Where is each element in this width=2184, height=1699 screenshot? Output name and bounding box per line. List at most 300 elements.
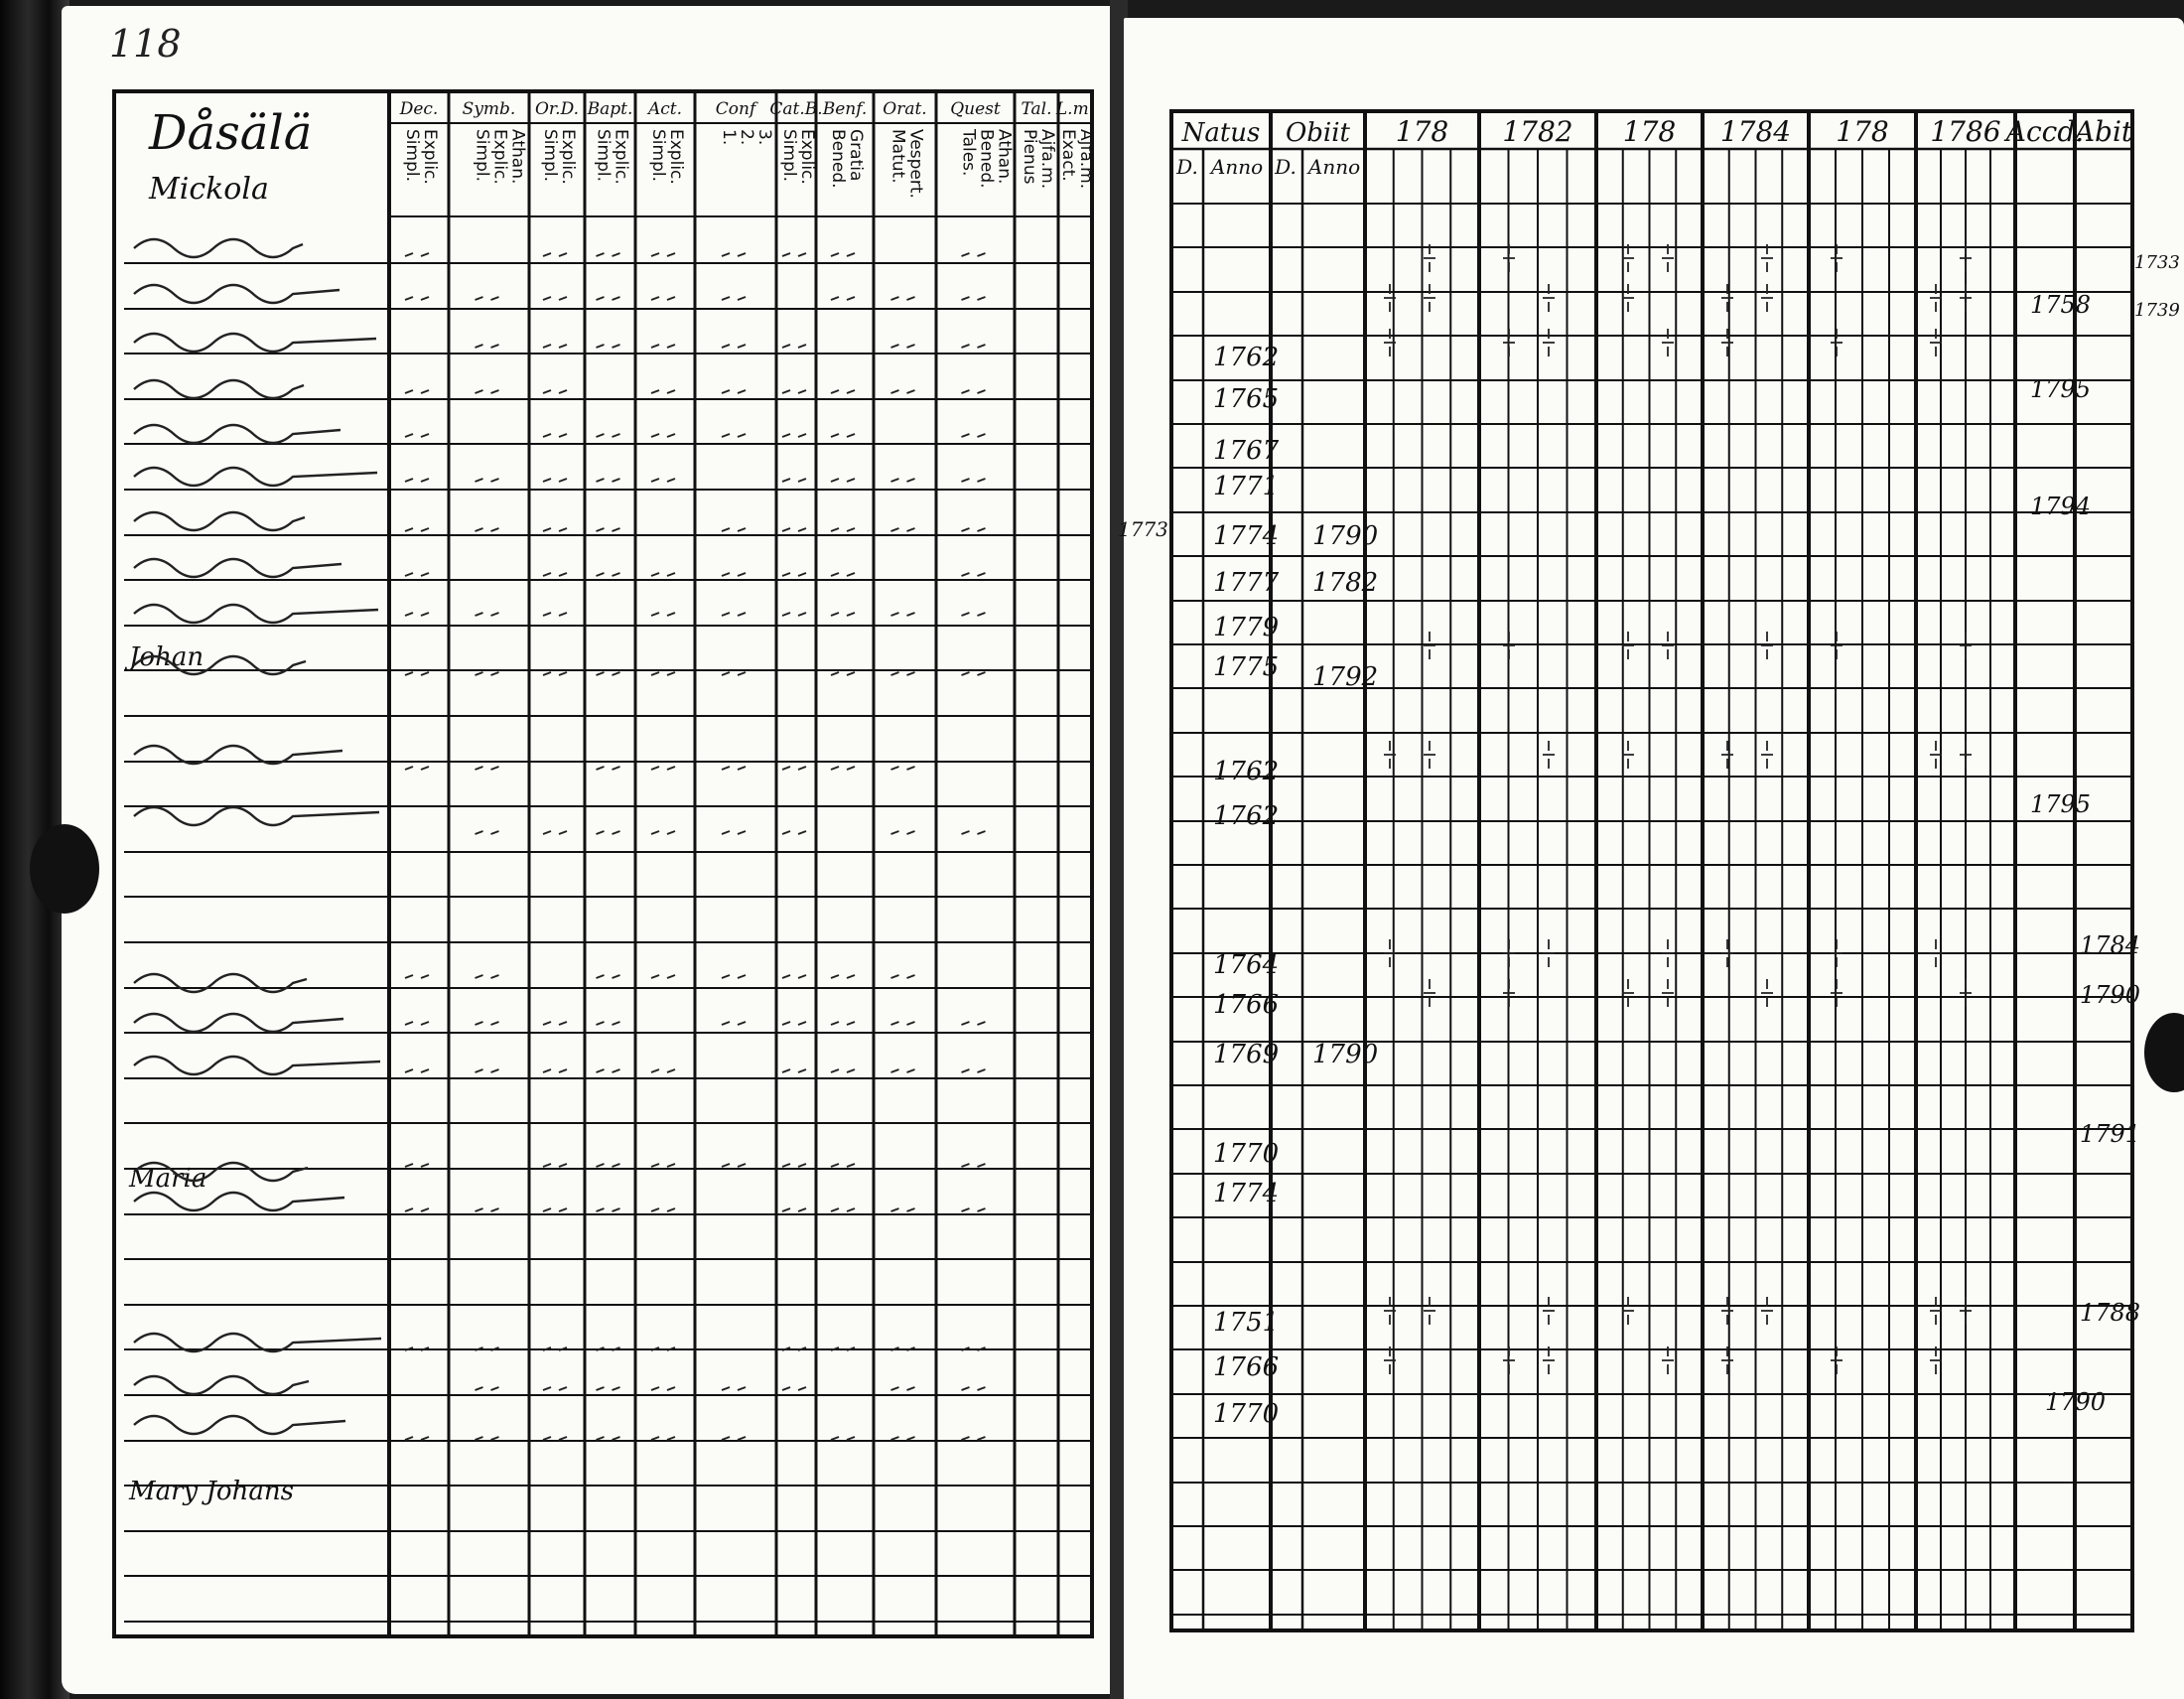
birth-year: 1771 [1213, 472, 1280, 501]
register-mark [651, 390, 675, 393]
register-mark [543, 672, 567, 675]
register-fraction [1761, 244, 1773, 272]
register-mark [891, 479, 915, 482]
left-column-subheader: Simpl. [472, 129, 492, 182]
handwritten-name [134, 239, 303, 257]
left-column-subheader: Pienus [1020, 129, 1039, 185]
register-mark [405, 672, 429, 675]
register-fraction [1503, 244, 1515, 272]
birth-year: 1774 [1213, 521, 1280, 551]
register-mark [476, 1387, 499, 1390]
margin-year: 1733 [2134, 252, 2180, 273]
margin-year: 1773 [1118, 517, 1168, 541]
register-fraction [1721, 1346, 1733, 1374]
register-mark [543, 345, 567, 348]
birth-year: 1767 [1213, 436, 1280, 466]
left-column-header: Benf. [822, 99, 868, 119]
resident-name: Johan [129, 642, 205, 672]
register-mark [782, 345, 806, 348]
register-mark [722, 1387, 746, 1390]
register-fraction [1503, 329, 1515, 356]
register-mark [651, 613, 675, 616]
left-column-subheader: Explic. [420, 129, 440, 185]
register-mark [782, 1208, 806, 1211]
left-column-subheader: Simpl. [593, 129, 614, 182]
register-mark [476, 672, 499, 675]
register-mark [476, 975, 499, 978]
left-column-subheader: Simpl. [402, 129, 422, 182]
handwritten-name [134, 1014, 343, 1032]
register-mark [597, 1208, 620, 1211]
register-mark [651, 1069, 675, 1072]
register-mark [597, 1022, 620, 1025]
register-mark [831, 1437, 855, 1440]
birth-year: 1766 [1213, 1352, 1280, 1382]
left-column-subheader: 1. [719, 129, 739, 146]
arrival-year: 1790 [2080, 981, 2141, 1009]
arrival-year: 1795 [2030, 375, 2092, 403]
left-column-subheader: Vespert. [905, 129, 926, 199]
resident-name: Mary Johans [129, 1477, 294, 1506]
register-fraction [1622, 741, 1634, 769]
register-mark [782, 1387, 806, 1390]
register-mark [962, 613, 986, 616]
handwritten-name [134, 380, 304, 398]
register-mark [831, 573, 855, 576]
handwritten-name [134, 334, 376, 352]
register-mark [962, 345, 986, 348]
right-table-frame [1171, 111, 2132, 1630]
left-column-header: Cat.B. [769, 99, 823, 119]
left-column-subheader: Simpl. [540, 129, 560, 182]
handwritten-name [134, 1057, 380, 1074]
handwritten-name [134, 974, 307, 992]
register-mark [651, 831, 675, 834]
register-mark [543, 297, 567, 300]
register-mark [962, 573, 986, 576]
left-column-subheader: Simpl. [648, 129, 668, 182]
register-mark [722, 672, 746, 675]
left-table-frame [114, 91, 1095, 1636]
register-mark [476, 479, 499, 482]
arrival-year: 1784 [2080, 931, 2141, 959]
register-mark [722, 573, 746, 576]
register-mark [651, 975, 675, 978]
right-column-header: 1782 [1502, 115, 1573, 148]
register-mark [782, 831, 806, 834]
register-mark [891, 1022, 915, 1025]
register-mark [543, 1437, 567, 1440]
left-column-subheader: Exact. [1058, 129, 1078, 182]
handwritten-name [134, 807, 379, 825]
register-mark [891, 345, 915, 348]
register-mark [722, 1164, 746, 1167]
register-fraction [1662, 1346, 1674, 1374]
left-column-subheader: Ajfa.m. [1037, 129, 1057, 190]
register-fraction [1424, 632, 1435, 659]
register-mark [476, 528, 499, 531]
register-fraction [1960, 244, 1972, 272]
register-mark [651, 345, 675, 348]
register-mark [891, 1069, 915, 1072]
register-fraction [1503, 939, 1515, 967]
register-mark [651, 767, 675, 770]
register-fraction [1543, 741, 1555, 769]
register-mark [782, 1164, 806, 1167]
left-column-subheader: Bened. [828, 129, 848, 189]
left-column-subheader: Explic. [797, 129, 817, 185]
register-fraction [1503, 632, 1515, 659]
register-mark [962, 1387, 986, 1390]
register-mark [651, 1164, 675, 1167]
register-mark [597, 1387, 620, 1390]
right-column-header: 178 [1622, 115, 1677, 148]
register-mark [962, 831, 986, 834]
death-year: 1782 [1312, 568, 1379, 598]
birth-year: 1779 [1213, 613, 1280, 642]
register-mark [651, 434, 675, 437]
arrival-year: 1795 [2030, 790, 2092, 818]
right-column-header: 1786 [1930, 115, 2001, 148]
register-fraction [1831, 244, 1843, 272]
register-mark [476, 1208, 499, 1211]
register-fraction [1761, 632, 1773, 659]
register-mark [597, 253, 620, 256]
register-fraction [1424, 1297, 1435, 1325]
left-column-subheader: Bened. [976, 129, 997, 189]
register-mark [543, 479, 567, 482]
left-column-header: Quest [950, 99, 1001, 119]
handwritten-name [134, 605, 378, 623]
register-mark [831, 434, 855, 437]
birth-year: 1774 [1213, 1179, 1280, 1208]
register-mark [405, 1164, 429, 1167]
right-column-header: 1784 [1719, 115, 1792, 148]
register-mark [831, 613, 855, 616]
register-mark [543, 434, 567, 437]
register-fraction [1721, 1297, 1733, 1325]
register-mark [891, 767, 915, 770]
register-mark [476, 1069, 499, 1072]
register-mark [891, 528, 915, 531]
register-mark [476, 831, 499, 834]
register-mark [782, 613, 806, 616]
left-column-subheader: Tales. [958, 129, 979, 177]
register-fraction [1721, 284, 1733, 312]
register-mark [405, 390, 429, 393]
register-mark [722, 767, 746, 770]
register-fraction [1662, 979, 1674, 1007]
death-year: 1790 [1312, 521, 1379, 551]
right-column-header: Abit [2074, 115, 2133, 148]
register-fraction [1721, 741, 1733, 769]
death-year: 1790 [1312, 1040, 1379, 1069]
birth-year: 1765 [1213, 384, 1280, 414]
register-mark [597, 573, 620, 576]
left-column-subheader: Explic. [666, 129, 686, 185]
register-mark [405, 1069, 429, 1072]
register-mark [722, 613, 746, 616]
left-column-subheader: Gratia [846, 129, 866, 182]
register-mark [962, 434, 986, 437]
register-mark [405, 975, 429, 978]
register-mark [543, 528, 567, 531]
handwritten-name [134, 559, 341, 577]
register-mark [597, 528, 620, 531]
left-column-subheader: Matut. [887, 129, 908, 184]
register-fraction [1622, 284, 1634, 312]
birth-year: 1770 [1213, 1399, 1280, 1429]
register-fraction [1424, 979, 1435, 1007]
register-fraction [1622, 632, 1634, 659]
register-mark [476, 613, 499, 616]
register-mark [722, 390, 746, 393]
register-mark [831, 1022, 855, 1025]
register-fraction [1831, 1346, 1843, 1374]
register-mark [891, 1387, 915, 1390]
left-column-subheader: Athan. [507, 129, 528, 185]
birth-year: 1775 [1213, 652, 1280, 682]
register-fraction [1721, 939, 1733, 967]
register-mark [891, 297, 915, 300]
register-mark [962, 528, 986, 531]
register-mark [543, 1022, 567, 1025]
register-mark [543, 1387, 567, 1390]
left-column-subheader: Explic. [489, 129, 510, 185]
register-mark [405, 297, 429, 300]
register-mark [597, 831, 620, 834]
register-mark [405, 434, 429, 437]
birth-year: 1762 [1213, 343, 1280, 372]
resident-name: Maria [129, 1164, 207, 1194]
register-mark [782, 528, 806, 531]
register-fraction [1622, 1297, 1634, 1325]
register-mark [476, 390, 499, 393]
register-fraction [1960, 632, 1972, 659]
register-mark [782, 390, 806, 393]
left-column-header: Orat. [883, 99, 927, 119]
register-mark [962, 297, 986, 300]
register-mark [405, 1437, 429, 1440]
arrival-year: 1788 [2080, 1299, 2141, 1327]
register-mark [476, 767, 499, 770]
arrival-year: 1758 [2030, 291, 2092, 319]
register-fraction [1960, 741, 1972, 769]
register-fraction [1831, 632, 1843, 659]
register-mark [543, 1164, 567, 1167]
register-mark [831, 297, 855, 300]
register-mark [831, 479, 855, 482]
register-mark [831, 390, 855, 393]
register-mark [891, 1437, 915, 1440]
right-column-header: 178 [1836, 115, 1889, 148]
register-mark [891, 975, 915, 978]
register-mark [597, 434, 620, 437]
left-column-header: Symb. [462, 99, 516, 119]
birth-year: 1764 [1213, 950, 1280, 980]
register-fraction [1831, 979, 1843, 1007]
register-mark [782, 573, 806, 576]
register-mark [831, 672, 855, 675]
right-column-header: 178 [1395, 115, 1449, 148]
register-mark [962, 672, 986, 675]
register-mark [722, 975, 746, 978]
left-column-subheader: Explic. [558, 129, 578, 185]
register-mark [543, 831, 567, 834]
register-mark [651, 672, 675, 675]
register-mark [405, 613, 429, 616]
left-column-subheader: Simpl. [779, 129, 799, 182]
register-mark [831, 253, 855, 256]
register-mark [405, 528, 429, 531]
left-column-subheader: Ajfa.m. [1076, 129, 1096, 190]
register-mark [651, 1437, 675, 1440]
register-mark [405, 767, 429, 770]
left-column-header: Act. [647, 99, 683, 119]
register-mark [543, 1069, 567, 1072]
register-mark [962, 253, 986, 256]
register-mark [782, 767, 806, 770]
register-mark [782, 1022, 806, 1025]
register-mark [891, 613, 915, 616]
register-fraction [1543, 1297, 1555, 1325]
register-fraction [1543, 1346, 1555, 1374]
death-year: 1792 [1312, 662, 1379, 692]
handwritten-name [134, 512, 305, 530]
right-column-header: Obiit [1285, 118, 1351, 148]
register-fraction [1424, 741, 1435, 769]
register-mark [962, 1069, 986, 1072]
register-mark [651, 1208, 675, 1211]
register-mark [782, 975, 806, 978]
register-fraction [1662, 244, 1674, 272]
register-mark [543, 253, 567, 256]
register-mark [962, 1164, 986, 1167]
register-fraction [1761, 741, 1773, 769]
birth-year: 1766 [1213, 990, 1280, 1020]
register-mark [543, 573, 567, 576]
birth-year: 1762 [1213, 801, 1280, 831]
right-column-header: Accd. [2005, 115, 2085, 148]
right-column-header: Natus [1181, 118, 1261, 148]
handwritten-name [134, 1416, 345, 1434]
register-mark [597, 672, 620, 675]
register-mark [962, 390, 986, 393]
register-fraction [1543, 284, 1555, 312]
handwritten-name [134, 468, 377, 486]
register-mark [476, 1022, 499, 1025]
register-mark [651, 479, 675, 482]
register-mark [962, 1208, 986, 1211]
register-mark [831, 767, 855, 770]
register-mark [831, 1208, 855, 1211]
register-fraction [1761, 979, 1773, 1007]
register-fraction [1761, 284, 1773, 312]
register-mark [722, 1022, 746, 1025]
register-mark [597, 1164, 620, 1167]
register-fraction [1662, 632, 1674, 659]
register-mark [891, 831, 915, 834]
register-fraction [1543, 939, 1555, 967]
handwritten-name [134, 1376, 309, 1394]
register-mark [831, 975, 855, 978]
left-column-header: Bapt. [587, 99, 633, 119]
left-column-subheader: 3. [754, 129, 774, 146]
register-fraction [1503, 1346, 1515, 1374]
register-mark [405, 479, 429, 482]
register-mark [962, 1437, 986, 1440]
register-mark [651, 297, 675, 300]
register-mark [543, 390, 567, 393]
left-column-header: Or.D. [534, 99, 580, 119]
left-column-subheader: Explic. [611, 129, 631, 185]
register-mark [722, 528, 746, 531]
register-mark [831, 1069, 855, 1072]
register-fraction [1662, 329, 1674, 356]
register-mark [782, 1069, 806, 1072]
village-name: Dåsälä [149, 105, 313, 161]
register-mark [405, 573, 429, 576]
birth-year: 1770 [1213, 1139, 1280, 1169]
register-fraction [1424, 244, 1435, 272]
register-mark [543, 613, 567, 616]
register-mark [651, 573, 675, 576]
right-column-subheader: Anno [1210, 155, 1264, 179]
register-mark [722, 253, 746, 256]
register-mark [831, 528, 855, 531]
left-column-subheader: 2. [737, 129, 756, 146]
farm-name: Mickola [149, 172, 269, 207]
register-fraction [1622, 979, 1634, 1007]
register-fraction [1960, 979, 1972, 1007]
register-fraction [1721, 329, 1733, 356]
margin-year: 1739 [2134, 300, 2180, 321]
register-mark [891, 1208, 915, 1211]
register-mark [962, 479, 986, 482]
register-mark [722, 831, 746, 834]
register-mark [722, 297, 746, 300]
register-fraction [1960, 284, 1972, 312]
register-mark [405, 253, 429, 256]
handwritten-name [134, 285, 340, 303]
register-mark [597, 767, 620, 770]
register-mark [651, 253, 675, 256]
register-mark [405, 1022, 429, 1025]
page-number: 118 [109, 22, 182, 66]
register-mark [597, 975, 620, 978]
right-column-subheader: D. [1176, 155, 1198, 179]
left-column-header: Conf [715, 99, 756, 119]
arrival-year: 1791 [2080, 1120, 2141, 1148]
register-mark [597, 479, 620, 482]
register-fraction [1503, 979, 1515, 1007]
register-fraction [1831, 329, 1843, 356]
register-mark [782, 479, 806, 482]
register-mark [722, 345, 746, 348]
register-mark [476, 1437, 499, 1440]
register-mark [597, 297, 620, 300]
register-mark [722, 1437, 746, 1440]
register-mark [597, 1437, 620, 1440]
handwritten-name [134, 1193, 344, 1210]
register-mark [891, 390, 915, 393]
right-column-subheader: D. [1275, 155, 1297, 179]
handwritten-name [134, 425, 341, 443]
birth-year: 1762 [1213, 757, 1280, 786]
register-fraction [1960, 1297, 1972, 1325]
register-mark [476, 345, 499, 348]
birth-year: 1769 [1213, 1040, 1280, 1069]
